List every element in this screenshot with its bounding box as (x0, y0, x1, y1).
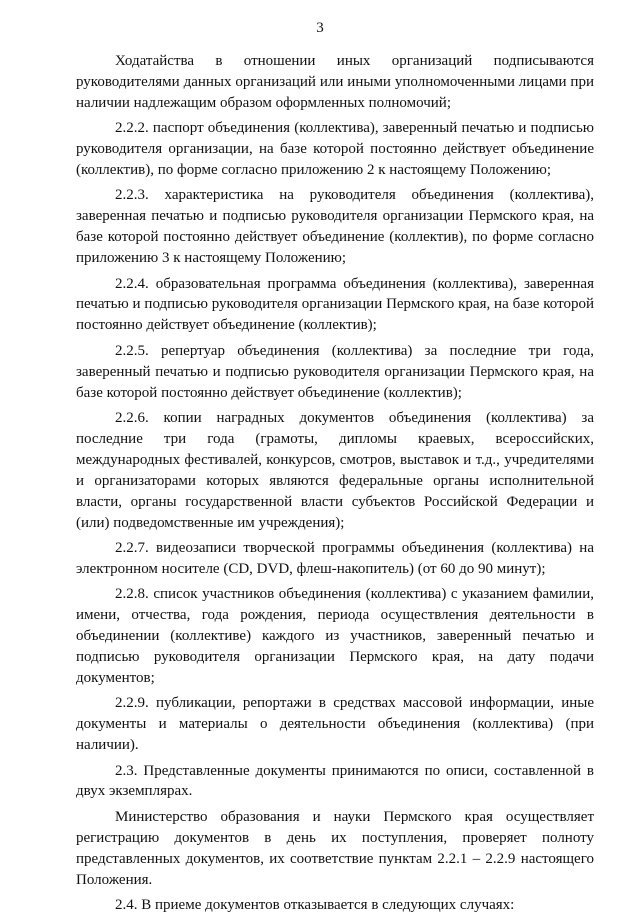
paragraph-petitions-signing: Ходатайства в отношении иных организаций подписываются руководителями данных организаций или иными уполномоченными лицами при наличии надлежащим образом оформленных полномочий; (76, 53, 594, 111)
paragraph-2-2-9: 2.2.9. публикации, репортажи в средствах массовой информации, иные документы и материалы о деятельности объединения (коллектива) (при наличии). (76, 695, 594, 754)
paragraph-2-2-8: 2.2.8. список участников объединения (коллектива) с указанием фамилии, имени, отчества, года рождения, периода осуществления деятельности в объединении (коллективе) каждого из участников, заверенный печатью и подписью руководителя организации Пермского края, на дату подачи документов; (76, 586, 594, 686)
paragraph-2-3: 2.3. Представленные документы принимаются по описи, составленной в двух экземплярах. (76, 762, 594, 800)
paragraph-2-2-7: 2.2.7. видеозаписи творческой программы объединения (коллектива) на электронном носителе (CD, DVD, флеш-накопитель) (от 60 до 90 минут); (76, 539, 594, 577)
paragraph-2-2-2: 2.2.2. паспорт объединения (коллектива), заверенный печатью и подписью руководителя организации, на базе которой постоянно действует объединение (коллектив), по форме согласно приложению 2 к настоящему Положению; (76, 120, 594, 179)
paragraph-ministry-registration: Министерство образования и науки Пермского края осуществляет регистрацию документов в день их поступления, проверяет полноту представленных документов, их соответствие пунктам 2.2.1 – 2.2.9 настоящего Положения. (76, 808, 594, 888)
paragraph-2-2-6: 2.2.6. копии наградных документов объединения (коллектива) за последние три года (грамоты, дипломы краевых, всероссийских, международных фестивалей, конкурсов, смотров, выставок и т.д., учредителями и организаторами которых являются федеральные органы исполнительной власти, органы государственной власти субъектов Российской Федерации и (или) подведомственные им учреждения); (76, 410, 594, 531)
paragraph-2-2-3: 2.2.3. характеристика на руководителя объединения (коллектива), заверенная печатью и подписью руководителя организации Пермского края, на базе которой постоянно действует объединение (коллектив), по форме согласно приложению 3 к настоящему Положению; (76, 187, 594, 267)
document-body (76, 51, 594, 916)
paragraph-2-4: 2.4. В приеме документов отказывается в следующих случаях: (115, 896, 515, 913)
page-number: 3 (316, 20, 324, 36)
paragraph-2-2-4: 2.2.4. образовательная программа объединения (коллектива), заверенная печатью и подписью руководителя организации Пермского края, на базе которой постоянно действует объединение (коллектив); (76, 275, 594, 334)
paragraph-2-2-5: 2.2.5. репертуар объединения (коллектива) за последние три года, заверенный печатью и подписью руководителя организации Пермского края, на базе которой постоянно действует объединение (коллектив); (76, 342, 594, 401)
